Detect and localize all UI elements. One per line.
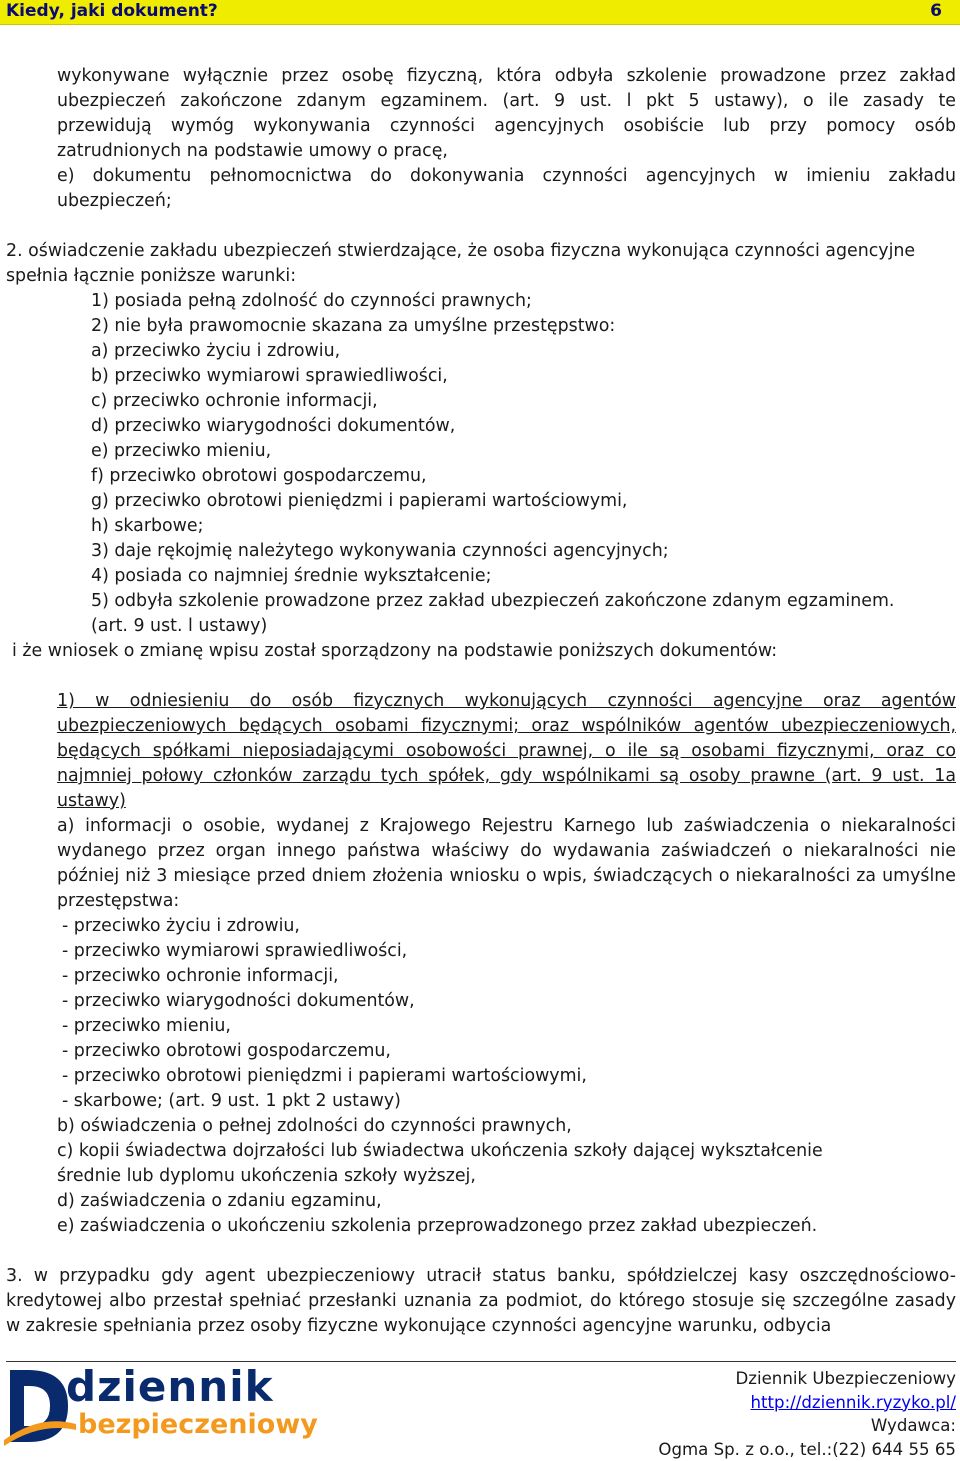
section-2-closing: i że wniosek o zmianę wpisu został sporządzony na podstawie poniższych dokumentów: xyxy=(12,639,960,664)
section-3-paragraph: 3. w przypadku gdy agent ubezpieczeniowy utracił status banku, spółdzielczej kasy oszczędnościowo-kredytowej albo przestał spełniać przesłanki uznania za podmiot, do którego stosuje się szczególne zasady w zakresie spełniania przez osoby fizyczne wykonujące czynności agencyjne warunku, odbycia xyxy=(6,1264,956,1339)
item-e-power-of-attorney: e) dokumentu pełnomocnictwa do dokonywania czynności agencyjnych w imieniu zakładu ubezpieczeń; xyxy=(57,164,956,214)
page-number: 6 xyxy=(930,1,942,21)
list-item: 1) posiada pełną zdolność do czynności prawnych; xyxy=(91,289,960,314)
dash-list xyxy=(62,914,960,1114)
intro-line: ubezpieczeń zakończone zdanym egzaminem. (art. 9 ust. l pkt 5 ustawy), o ile zasady te xyxy=(57,89,956,114)
list-item: (art. 9 ust. l ustawy) xyxy=(91,614,960,639)
document-body xyxy=(0,64,960,1339)
item-d: d) zaświadczenia o zdaniu egzaminu, xyxy=(57,1189,956,1214)
list-item: - przeciwko obrotowi gospodarczemu, xyxy=(62,1039,960,1064)
list-item: f) przeciwko obrotowi gospodarczemu, xyxy=(91,464,960,489)
intro-paragraph xyxy=(57,64,956,164)
running-header xyxy=(0,0,960,25)
intro-line: wykonywane wyłącznie przez osobę fizyczną, która odbyła szkolenie prowadzone przez zakład xyxy=(57,64,956,89)
list-item: 4) posiada co najmniej średnie wykształcenie; xyxy=(91,564,960,589)
list-item: - przeciwko życiu i zdrowiu, xyxy=(62,914,960,939)
section-2-intro: 2. oświadczenie zakładu ubezpieczeń stwierdzające, że osoba fizyczna wykonująca czynności agencyjne spełnia łącznie poniższe warunki: xyxy=(6,239,956,289)
list-item: g) przeciwko obrotowi pieniędzmi i papierami wartościowymi, xyxy=(91,489,960,514)
list-item: c) przeciwko ochronie informacji, xyxy=(91,389,960,414)
item-c-line: średnie lub dyplomu ukończenia szkoły wyższej, xyxy=(57,1164,956,1189)
list-item: - skarbowe; (art. 9 ust. 1 pkt 2 ustawy) xyxy=(62,1089,960,1114)
list-item: 3) daje rękojmię należytego wykonywania czynności agencyjnych; xyxy=(91,539,960,564)
list-item: e) przeciwko mieniu, xyxy=(91,439,960,464)
website-link[interactable]: http://dziennik.ryzyko.pl/ xyxy=(751,1393,957,1412)
item-b: b) oświadczenia o pełnej zdolności do czynności prawnych, xyxy=(57,1114,956,1139)
item-a-criminal-record: a) informacji o osobie, wydanej z Krajowego Rejestru Karnego lub zaświadczenia o niekaralności wydanego przez organ innego państwa właściwy do wydawania zaświadczeń o niekaralności nie później niż 3 miesiące przed dniem złożenia wniosku o wpis, świadczących o niekaralności za umyślne przestępstwa: xyxy=(57,814,956,914)
section-2-list xyxy=(91,289,960,639)
logo-word-bezpieczeniowy: bezpieczeniowy xyxy=(78,1408,318,1442)
list-item: - przeciwko obrotowi pieniędzmi i papierami wartościowymi, xyxy=(62,1064,960,1089)
list-item: 5) odbyła szkolenie prowadzone przez zakład ubezpieczeń zakończone zdanym egzaminem. xyxy=(91,589,960,614)
list-item: - przeciwko mieniu, xyxy=(62,1014,960,1039)
list-item: h) skarbowe; xyxy=(91,514,960,539)
intro-line: przewidują wymóg wykonywania czynności agencyjnych osobiście lub przy pomocy osób xyxy=(57,114,956,139)
logo-word-dziennik: dziennik xyxy=(66,1364,274,1410)
section-1-heading: 1) w odniesieniu do osób fizycznych wykonujących czynności agencyjne oraz agentów ubezpieczeniowych będących osobami fizycznymi; oraz wspólników agentów ubezpieczeniowych, będących spółkami nieposiadającymi osobowości prawnej, o ile są osobami fizycznymi, oraz co najmniej połowy członków zarządu tych spółek, gdy wspólnikami są osoby prawne (art. 9 ust. 1a ustawy) xyxy=(57,689,956,814)
publication-name: Dziennik Ubezpieczeniowy xyxy=(658,1367,956,1391)
publisher-details: Ogma Sp. z o.o., tel.:(22) 644 55 65 xyxy=(658,1438,956,1461)
intro-line: zatrudnionych na podstawie umowy o pracę, xyxy=(57,139,956,164)
list-item: - przeciwko wymiarowi sprawiedliwości, xyxy=(62,939,960,964)
list-item: a) przeciwko życiu i zdrowiu, xyxy=(91,339,960,364)
item-e: e) zaświadczenia o ukończeniu szkolenia przeprowadzonego przez zakład ubezpieczeń. xyxy=(57,1214,956,1239)
items-b-to-e xyxy=(57,1114,956,1239)
footer-info xyxy=(658,1367,956,1461)
list-item: 2) nie była prawomocnie skazana za umyślne przestępstwo: xyxy=(91,314,960,339)
list-item: - przeciwko wiarygodności dokumentów, xyxy=(62,989,960,1014)
publisher-label: Wydawca: xyxy=(658,1414,956,1438)
list-item: - przeciwko ochronie informacji, xyxy=(62,964,960,989)
item-c-line: c) kopii świadectwa dojrzałości lub świadectwa ukończenia szkoły dającej wykształcenie xyxy=(57,1139,956,1164)
list-item: d) przeciwko wiarygodności dokumentów, xyxy=(91,414,960,439)
header-title: Kiedy, jaki dokument? xyxy=(6,1,218,21)
list-item: b) przeciwko wymiarowi sprawiedliwości, xyxy=(91,364,960,389)
dziennik-ubezpieczeniowy-logo xyxy=(4,1364,334,1448)
